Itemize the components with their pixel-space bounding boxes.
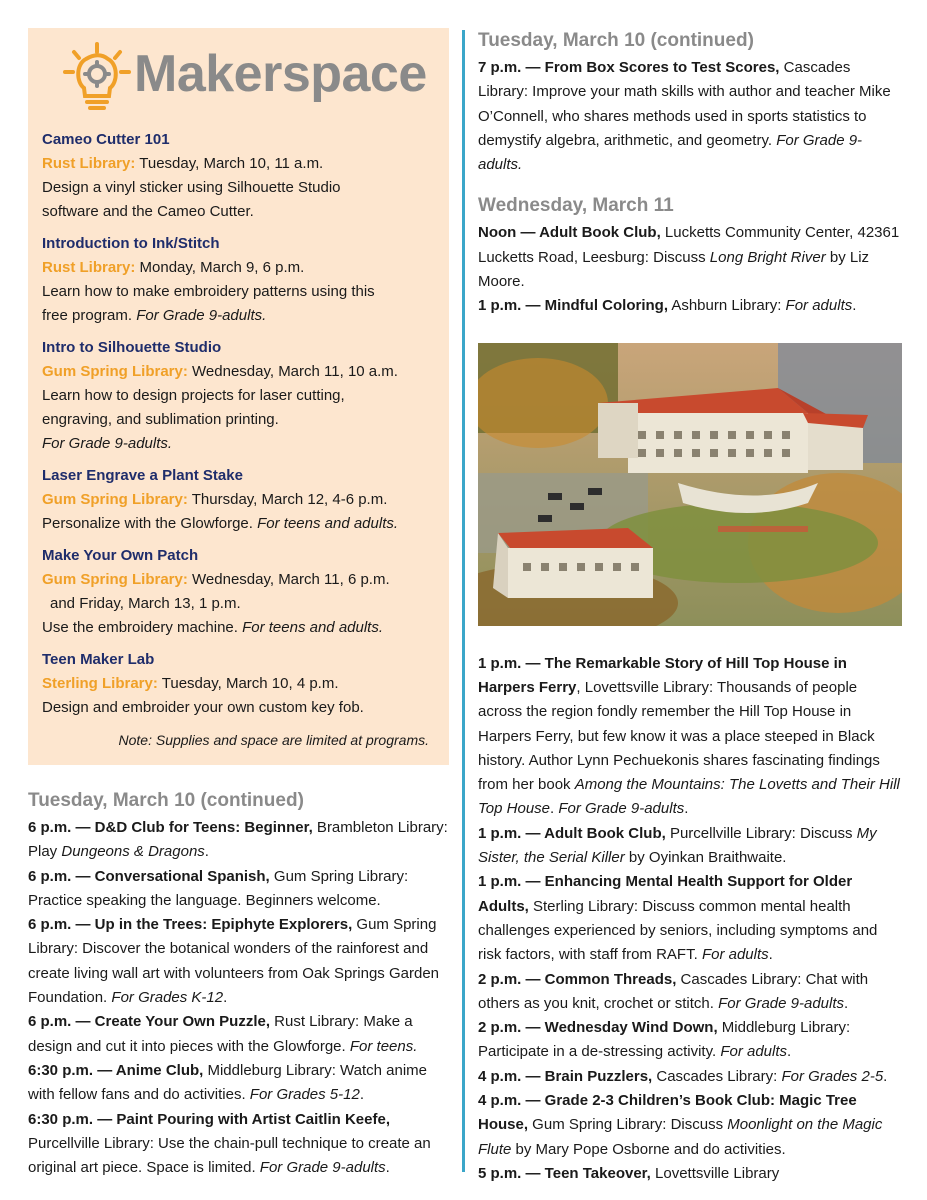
- event-text: Middleburg Library: Watch anime with fellow fans and do activities.: [28, 1061, 428, 1104]
- event-item: [478, 822, 903, 871]
- event-title: 2 p.m. — Common Threads,: [478, 970, 677, 988]
- maker-item-when2: and Friday, March 13, 1 p.m.: [50, 595, 241, 612]
- event-title: 4 p.m. — Brain Puzzlers,: [478, 1067, 653, 1085]
- event-text: Gum Spring Library: Discover the botanical wonders of the rainforest and create living wall art with volunteers from Oak Springs Garden Foundation.: [28, 916, 440, 1007]
- event-italic: For Grades K-12: [111, 989, 224, 1007]
- event-text: .: [550, 800, 559, 818]
- event-tail: .: [883, 1067, 888, 1085]
- maker-item-title: Teen Maker Lab: [42, 651, 155, 668]
- event-italic: My Sister, the Serial Killer: [478, 824, 877, 867]
- makerspace-note: Note: Supplies and space are limited at programs.: [118, 732, 429, 748]
- maker-item-title: Laser Engrave a Plant Stake: [42, 467, 243, 484]
- maker-item-location: Gum Spring Library:: [42, 571, 188, 588]
- event-title: 6 p.m. — Conversational Spanish,: [28, 867, 270, 885]
- event-tail: .: [852, 297, 857, 315]
- event-item: [28, 1059, 454, 1108]
- event-title: 6 p.m. — Up in the Trees: Epiphyte Explorers,: [28, 916, 353, 934]
- event-item: [478, 1065, 903, 1089]
- event-italic: For Grade 9-adults.: [478, 131, 863, 174]
- event-italic: For adults: [785, 297, 853, 315]
- maker-item-desc: engraving, and sublimation printing.: [42, 411, 279, 428]
- event-tail: by Oyinkan Braithwaite.: [624, 849, 787, 867]
- event-text: Purcellville Library: Use the chain-pull technique to create an original art piece. Space is limited.: [28, 1134, 431, 1177]
- maker-item-when: Thursday, March 12, 4-6 p.m.: [187, 491, 388, 508]
- event-title: 1 p.m. — Mindful Coloring,: [478, 297, 668, 315]
- maker-item: [42, 464, 435, 536]
- maker-item-desc: Design and embroider your own custom key fob.: [42, 699, 364, 716]
- event-item: [28, 1108, 454, 1181]
- event-item: [478, 56, 903, 177]
- event-text: Sterling Library: Discuss common mental health challenges experienced by seniors, including symptoms and risk factors, with staff from RAFT.: [478, 897, 878, 964]
- event-title: 2 p.m. — Wednesday Wind Down,: [478, 1019, 718, 1037]
- event-italic: Moonlight on the Magic Flute: [478, 1116, 883, 1158]
- maker-item-title: Introduction to Ink/Stitch: [42, 235, 220, 252]
- maker-item-desc: Learn how to design projects for laser cutting,: [42, 387, 345, 404]
- hill-top-house-illustration: [478, 343, 902, 626]
- event-title: 1 p.m. — Adult Book Club,: [478, 824, 666, 842]
- event-item: [478, 1162, 903, 1186]
- maker-item-audience: For Grade 9-adults.: [136, 307, 267, 324]
- event-title: 1 p.m. — The Remarkable Story of Hill Top House in Harpers Ferry: [478, 654, 847, 696]
- event-italic: For Grade 9-adults: [259, 1159, 386, 1177]
- event-text: Cascades Library: Chat with others as you knit, crochet or stitch.: [478, 970, 869, 1012]
- event-tail: .: [204, 843, 209, 861]
- event-item: [478, 1089, 903, 1162]
- left-column-events: [28, 788, 454, 1180]
- event-text: Middleburg Library: Participate in a de-stressing activity.: [478, 1019, 851, 1061]
- event-item: [478, 870, 903, 967]
- event-text: Gum Spring Library: Practice speaking the language. Beginners welcome.: [28, 867, 409, 909]
- event-text: , Lovettsville Library: Thousands of people across the region fondly remember the Hill Top House in Harpers Ferry, but few know it was a place steeped in Black history. Author Lynn Pechuekonis shares fascinating findings from her book: [478, 678, 880, 794]
- maker-item-desc: Personalize with the Glowforge.: [42, 515, 258, 532]
- event-tail: .: [844, 994, 849, 1012]
- event-tail: .: [684, 800, 689, 818]
- maker-item: [42, 544, 435, 640]
- event-item: [28, 1010, 454, 1059]
- event-italic: Dungeons & Dragons: [61, 843, 205, 861]
- event-text: Cascades Library:: [652, 1067, 782, 1085]
- event-item: [28, 865, 454, 914]
- event-italic: For adults: [701, 946, 769, 964]
- event-tail: .: [359, 1086, 364, 1104]
- maker-item-desc: free program.: [42, 307, 137, 324]
- maker-item-desc: software and the Cameo Cutter.: [42, 203, 254, 220]
- event-italic: For Grade 9-adults: [718, 994, 844, 1012]
- event-item: [478, 652, 903, 822]
- event-title: 7 p.m. — From Box Scores to Test Scores,: [478, 59, 780, 76]
- event-tail: by Liz Moore.: [478, 248, 870, 291]
- event-italic: For Grades 2-5: [781, 1067, 884, 1085]
- maker-item-when: Tuesday, March 10, 11 a.m.: [135, 155, 324, 172]
- maker-item-desc: Use the embroidery machine.: [42, 619, 243, 636]
- event-item: [478, 1016, 903, 1065]
- maker-item-location: Rust Library:: [42, 155, 136, 172]
- event-italic: For adults: [720, 1043, 788, 1061]
- event-title: Noon — Adult Book Club,: [478, 224, 661, 242]
- maker-item: [42, 648, 435, 720]
- event-item: [478, 221, 903, 294]
- event-title: 1 p.m. — Enhancing Mental Health Support for Older Adults,: [478, 873, 853, 915]
- event-text: Rust Library: Make a design and cut it into pieces with the Glowforge.: [28, 1013, 413, 1055]
- event-item: [28, 816, 454, 865]
- event-item: [478, 968, 903, 1017]
- event-tail: by Mary Pope Osborne and do activities.: [511, 1140, 786, 1158]
- maker-item-location: Sterling Library:: [42, 675, 158, 692]
- maker-item-location: Gum Spring Library:: [42, 363, 188, 380]
- event-title: 4 p.m. — Grade 2-3 Children’s Book Club: Magic Tree House,: [478, 1092, 857, 1134]
- event-title: 6 p.m. — Create Your Own Puzzle,: [28, 1013, 270, 1031]
- maker-item: [42, 128, 435, 224]
- event-text: Cascades Library: Improve your math skills with author and teacher Mike O’Connell, who shares methods used in sports statistics to demystify algebra, arithmetic, and geometry.: [478, 59, 891, 149]
- day-heading: Tuesday, March 10 (continued): [478, 30, 754, 51]
- maker-item-audience: For teens and adults.: [257, 515, 399, 532]
- event-italic: For Grade 9-adults: [558, 800, 685, 818]
- event-title: 6:30 p.m. — Anime Club,: [28, 1061, 204, 1079]
- makerspace-box: [28, 28, 449, 765]
- maker-item-when: Wednesday, March 11, 10 a.m.: [187, 363, 398, 380]
- maker-item-when: Tuesday, March 10, 4 p.m.: [157, 675, 339, 692]
- maker-item-when: Wednesday, March 11, 6 p.m.: [187, 571, 390, 588]
- maker-item-title: Make Your Own Patch: [42, 547, 199, 564]
- hill-top-house-photo: [478, 343, 902, 626]
- column-divider: [462, 30, 465, 1172]
- maker-item-title: Cameo Cutter 101: [42, 131, 170, 148]
- maker-item-when: Monday, March 9, 6 p.m.: [135, 259, 305, 276]
- maker-item: [42, 232, 435, 328]
- event-italic: Among the Mountains: The Lovetts and Their Hill Top House: [478, 776, 900, 818]
- event-title: 5 p.m. — Teen Takeover,: [478, 1164, 651, 1182]
- event-title: 6:30 p.m. — Paint Pouring with Artist Caitlin Keefe,: [28, 1110, 390, 1128]
- event-italic: Long Bright River: [709, 248, 826, 266]
- event-text: Purcellville Library: Discuss: [665, 824, 857, 842]
- event-title: 6 p.m. — D&D Club for Teens: Beginner,: [28, 819, 313, 836]
- event-tail: .: [787, 1043, 792, 1061]
- maker-item-title: Intro to Silhouette Studio: [42, 339, 222, 356]
- event-text: Ashburn Library:: [667, 297, 786, 315]
- event-italic: For teens.: [349, 1037, 418, 1055]
- event-text: Gum Spring Library: Discuss: [528, 1116, 728, 1134]
- maker-item-audience: For teens and adults.: [242, 619, 384, 636]
- maker-item-desc: Design a vinyl sticker using Silhouette Studio: [42, 179, 341, 196]
- maker-item-location: Gum Spring Library:: [42, 491, 188, 508]
- makerspace-title: Makerspace: [134, 45, 427, 103]
- day-heading: Tuesday, March 10 (continued): [28, 790, 304, 811]
- maker-item-audience: For Grade 9-adults.: [42, 435, 173, 452]
- event-tail: .: [223, 989, 228, 1007]
- maker-item-desc: Learn how to make embroidery patterns using this: [42, 283, 375, 300]
- day-heading: Wednesday, March 11: [478, 195, 674, 217]
- lightbulb-gear-icon: [62, 42, 132, 114]
- makerspace-header: [42, 28, 435, 128]
- event-text: Lucketts Community Center, 42361 Lucketts Road, Leesburg: Discuss: [478, 224, 900, 266]
- maker-item: [42, 336, 435, 456]
- event-tail: .: [768, 946, 773, 964]
- event-text: Brambleton Library: Play: [28, 819, 448, 861]
- maker-item-location: Rust Library:: [42, 259, 136, 276]
- right-column-events: [478, 28, 903, 1186]
- event-italic: For Grades 5-12: [249, 1086, 360, 1104]
- event-item: [478, 294, 903, 318]
- event-text: Lovettsville Library: [650, 1164, 780, 1182]
- event-tail: .: [385, 1159, 390, 1177]
- event-item: [28, 913, 454, 1010]
